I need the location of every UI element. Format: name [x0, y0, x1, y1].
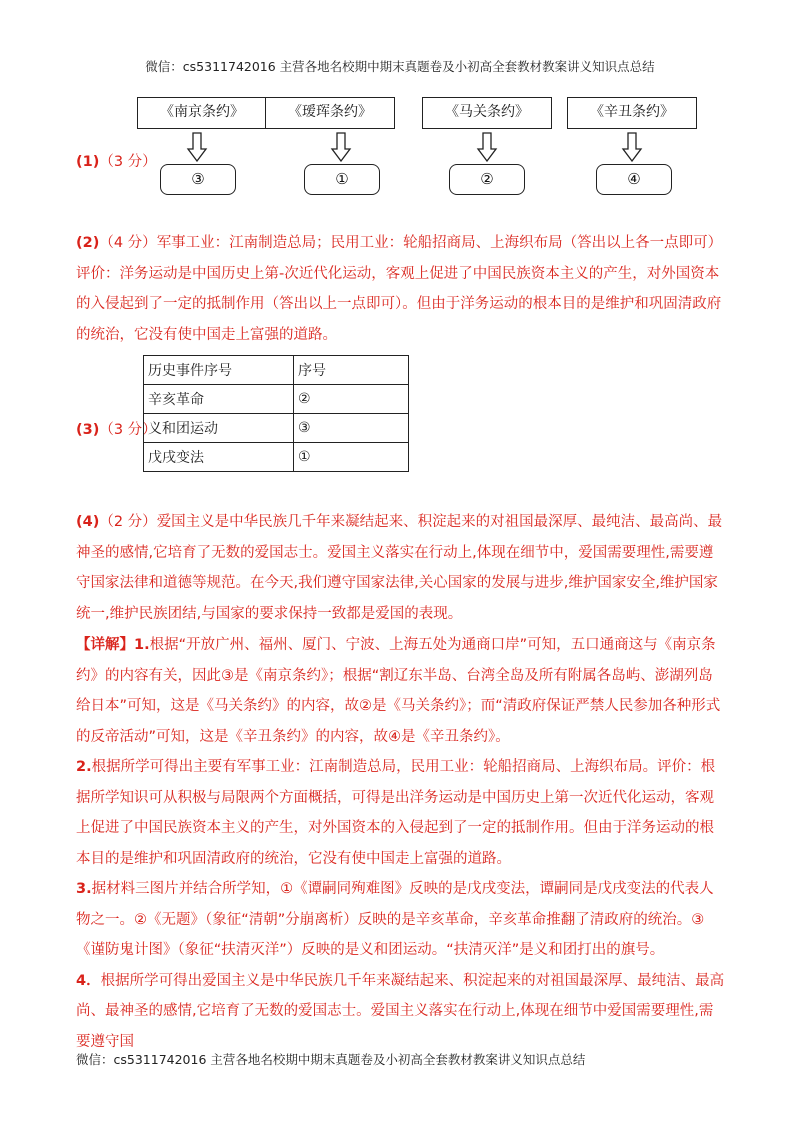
- table-header-row: [144, 356, 409, 385]
- q1-score: （3 分）: [99, 154, 157, 170]
- answer-box-2: ①: [304, 164, 380, 195]
- treaty-box-aihui: 《瑷珲条约》: [265, 97, 395, 129]
- page-header: 微信：cs5311742016 主营各地名校期中期末真题卷及小初高全套教材教案讲义知识点总结: [145, 59, 655, 74]
- q1-number: (1): [76, 154, 100, 170]
- detail-point-2: [76, 752, 726, 874]
- q4-answer: [76, 507, 726, 629]
- q2-score: （4 分）: [99, 235, 157, 251]
- table-cell: ③: [294, 414, 409, 443]
- table-header-cell: 序号: [294, 356, 409, 385]
- q3-score: （3 分）: [99, 422, 157, 438]
- table-row: [144, 443, 409, 472]
- q2-answer: [76, 228, 726, 350]
- detail-text-4: 根据所学可得出爱国主义是中华民族几千年来凝结起来、积淀起来的对祖国最深厚、最纯洁、最高尚、最神圣的感情,它培育了无数的爱国志士。爱国主义落实在行动上,体现在细节中爱国需要理性,需要遵守国: [76, 972, 725, 1050]
- q4-number: (4): [76, 514, 100, 530]
- detail-text-2: 根据所学可得出主要有军事工业：江南制造总局，民用工业：轮船招商局、上海织布局。评价：根据所学知识可从积极与局限两个方面概括，可得是出洋务运动是中国历史上第一次近代化运动，客观上促进了中国民族资本主义的产生，对外国资本的入侵起到了一定的抵制作用。但由于洋务运动的根本目的是维护和巩固清政府的统治，它没有使中国走上富强的道路。: [76, 759, 716, 867]
- down-arrow-icon: [476, 132, 498, 162]
- q2-text: 军事工业：江南制造总局；民用工业：轮船招商局、上海织布局（答出以上各一点即可）评价：洋务运动是中国历史上第-次近代化运动，客观上促进了中国民族资本主义的产生，对外国资本的入侵起到了一定的抵制作用（答出以上一点即可）。但由于洋务运动的根本目的是维护和巩固清政府的统治，它没有使中国走上富强的道路。: [76, 235, 723, 343]
- detail-text-3: 据材料三图片并结合所学知，①《谭嗣同殉难图》反映的是戊戌变法，谭嗣同是戊戌变法的代表人物之一。②《无题》（象征“清朝”分崩离析）反映的是辛亥革命，辛亥革命推翻了清政府的统治。③《谨防鬼计图》（象征“扶清灭洋”）反映的是义和团运动。“扶清灭洋”是义和团打出的旗号。: [76, 881, 714, 958]
- table-cell: ②: [294, 385, 409, 414]
- events-table: [143, 355, 409, 472]
- q1-label: [76, 150, 157, 171]
- detail-point-4: [76, 966, 726, 1058]
- treaty-box-xinchou: 《辛丑条约》: [567, 97, 697, 129]
- down-arrow-icon: [330, 132, 352, 162]
- table-cell: 戊戌变法: [144, 443, 294, 472]
- detail-section: [76, 630, 726, 1057]
- detail-point-3: [76, 874, 726, 966]
- q4-text: 爱国主义是中华民族几千年来凝结起来、积淀起来的对祖国最深厚、最纯洁、最高尚、最神圣的感情,它培育了无数的爱国志士。爱国主义落实在行动上,体现在细节中，爱国需要理性,需要遵守国家法律和道德等规范。在今天,我们遵守国家法律,关心国家的发展与进步,维护国家安全,维护国家统一,维护民族团结,与国家的要求保持一致都是爱国的表现。: [76, 514, 723, 622]
- answer-box-4: ④: [596, 164, 672, 195]
- table-cell: 义和团运动: [144, 414, 294, 443]
- down-arrow-icon: [621, 132, 643, 162]
- detail-text-1: 根据“开放广州、福州、厦门、宁波、上海五处为通商口岸”可知，五口通商这与《南京条约》的内容有关，因此③是《南京条约》；根据“割辽东半岛、台湾全岛及所有附属各岛屿、澎湖列岛给日本”可知，这是《马关条约》的内容，故②是《马关条约》；而“清政府保证严禁人民参加各种形式的反帝活动”可知，这是《辛丑条约》的内容，故④是《辛丑条约》。: [76, 637, 721, 745]
- page-footer: 微信：cs5311742016 主营各地名校期中期末真题卷及小初高全套教材教案讲义知识点总结: [76, 1052, 586, 1067]
- q3-number: (3): [76, 422, 100, 438]
- treaty-box-maguan: 《马关条约》: [422, 97, 552, 129]
- treaty-box-nanjing: 《南京条约》: [137, 97, 267, 129]
- detail-lead-4: 4．: [76, 972, 101, 989]
- detail-lead-3: 3.: [76, 881, 92, 897]
- table-header-cell: 历史事件序号: [144, 356, 294, 385]
- detail-point-1: [76, 630, 726, 752]
- table-cell: 辛亥革命: [144, 385, 294, 414]
- q4-score: （2 分）: [99, 514, 157, 530]
- table-cell: ①: [294, 443, 409, 472]
- q2-number: (2): [76, 235, 100, 251]
- answer-box-3: ②: [449, 164, 525, 195]
- answer-box-1: ③: [160, 164, 236, 195]
- table-row: [144, 414, 409, 443]
- table-row: [144, 385, 409, 414]
- detail-lead-1: 【详解】1.: [76, 637, 150, 653]
- down-arrow-icon: [186, 132, 208, 162]
- detail-lead-2: 2.: [76, 759, 92, 775]
